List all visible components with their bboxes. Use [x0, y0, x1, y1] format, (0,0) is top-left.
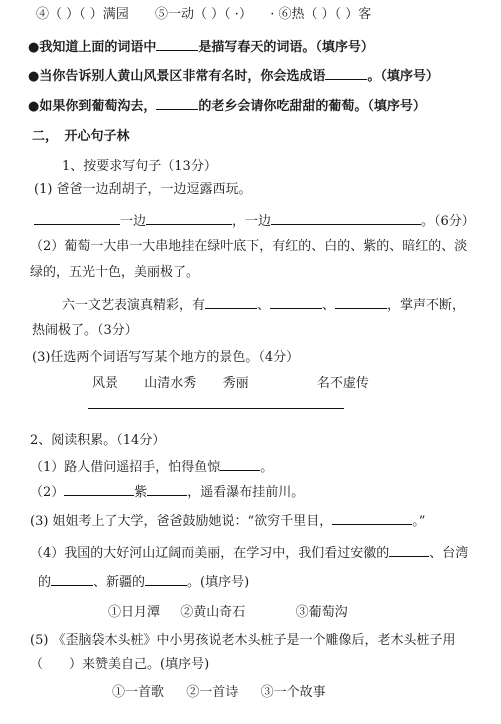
word-bank-item: 山清水秀	[144, 376, 197, 391]
question-1-1-answer: 一边 ，一边 。（6分）	[34, 212, 475, 231]
word-bank-item: 名不虚传	[316, 376, 369, 391]
answer-blank[interactable]	[325, 67, 367, 80]
question-1-2-line2: 绿的，五光十色，美丽极了。	[30, 265, 200, 280]
option-item: ③葡萄沟	[295, 605, 348, 620]
question-1-3: (3)任选两个词语写写某个地方的景色。（4分）	[32, 350, 300, 365]
idiom-row	[36, 6, 371, 24]
option-item: ①一首歌	[112, 685, 165, 700]
question-2-5-line1: (5) 《歪脑袋木头桩》中小男孩说老木头桩子是一个雕像后，老木头桩子用	[30, 633, 456, 648]
question-2-1: （1）路人借问遥招手，怕得鱼惊 。	[30, 460, 274, 475]
idiom-item-5: ⑤一动（ ）（ ·）	[155, 7, 252, 22]
question-1-1: (1) 爸爸一边刮胡子，一边逗露西玩。	[34, 182, 252, 197]
answer-blank[interactable]	[332, 512, 412, 525]
question-heading: 2、阅读积累。（14分）	[30, 433, 166, 448]
question-2-3: (3) 姐姐考上了大学，爸爸鼓励她说：“欲穷千里目， 。”	[30, 514, 426, 529]
word-bank	[92, 375, 369, 393]
answer-blank[interactable]	[156, 97, 198, 110]
question-1-2-line4: 热闹极了。（3分）	[32, 323, 138, 338]
option-row	[112, 684, 326, 702]
answer-blank[interactable]	[146, 212, 232, 225]
idiom-item-6: · ⑥热（ ）（ ）客	[270, 7, 372, 22]
answer-blank[interactable]	[34, 212, 120, 225]
word-bank-item: 秀丽	[222, 376, 249, 391]
question-1-2-line3: 六一文艺表演真精彩，有 、 、 ，掌声不断，	[62, 298, 466, 313]
answer-blank[interactable]	[64, 483, 134, 496]
idiom-item-4: ④（ ）（ ）满园	[36, 7, 129, 22]
question-2-5-line2: （ ）来赞美自己。(填序号)	[30, 657, 210, 672]
answer-blank[interactable]	[335, 296, 387, 309]
question-2-2: （2） 紫 ，遥看瀑布挂前川。	[30, 485, 305, 500]
question-2-4-line1: （4）我国的大好河山辽阔而美丽，在学习中，我们看过安徽的 、台湾	[30, 546, 469, 561]
option-row	[108, 604, 348, 622]
bullet-question-1: ●我知道上面的词语中 是描写春天的词语。（填序号）	[28, 40, 374, 55]
option-item: ②一首诗	[186, 685, 239, 700]
answer-blank[interactable]	[156, 38, 198, 51]
answer-blank[interactable]	[220, 458, 260, 471]
bullet-question-3: ●如果你到葡萄沟去， 的老乡会请你吃甜甜的葡萄。（填序号）	[28, 99, 426, 114]
answer-blank[interactable]	[389, 544, 429, 557]
option-item: ②黄山奇石	[180, 605, 246, 620]
answer-blank[interactable]	[145, 573, 187, 586]
question-1-2-line1: （2）葡萄一大串一大串地挂在绿叶底下，有红的、白的、紫的、暗红的、淡	[30, 239, 468, 254]
answer-blank[interactable]	[271, 212, 421, 225]
option-item: ①日月潭	[108, 605, 161, 620]
answer-blank[interactable]	[147, 483, 187, 496]
section-heading: 二， 开心句子林	[32, 129, 130, 144]
answer-blank[interactable]	[205, 296, 257, 309]
question-2-4-line2: 的 、新疆的 。(填序号)	[38, 575, 250, 590]
answer-line[interactable]	[88, 408, 344, 409]
word-bank-item: 风景	[92, 376, 119, 391]
option-item: ③一个故事	[260, 685, 326, 700]
answer-blank[interactable]	[270, 296, 322, 309]
answer-blank[interactable]	[51, 573, 93, 586]
question-heading: 1、按要求写句子（13分）	[62, 159, 217, 174]
bullet-question-2: ●当你告诉别人黄山风景区非常有名时，你会选成语 。（填序号）	[28, 69, 439, 84]
